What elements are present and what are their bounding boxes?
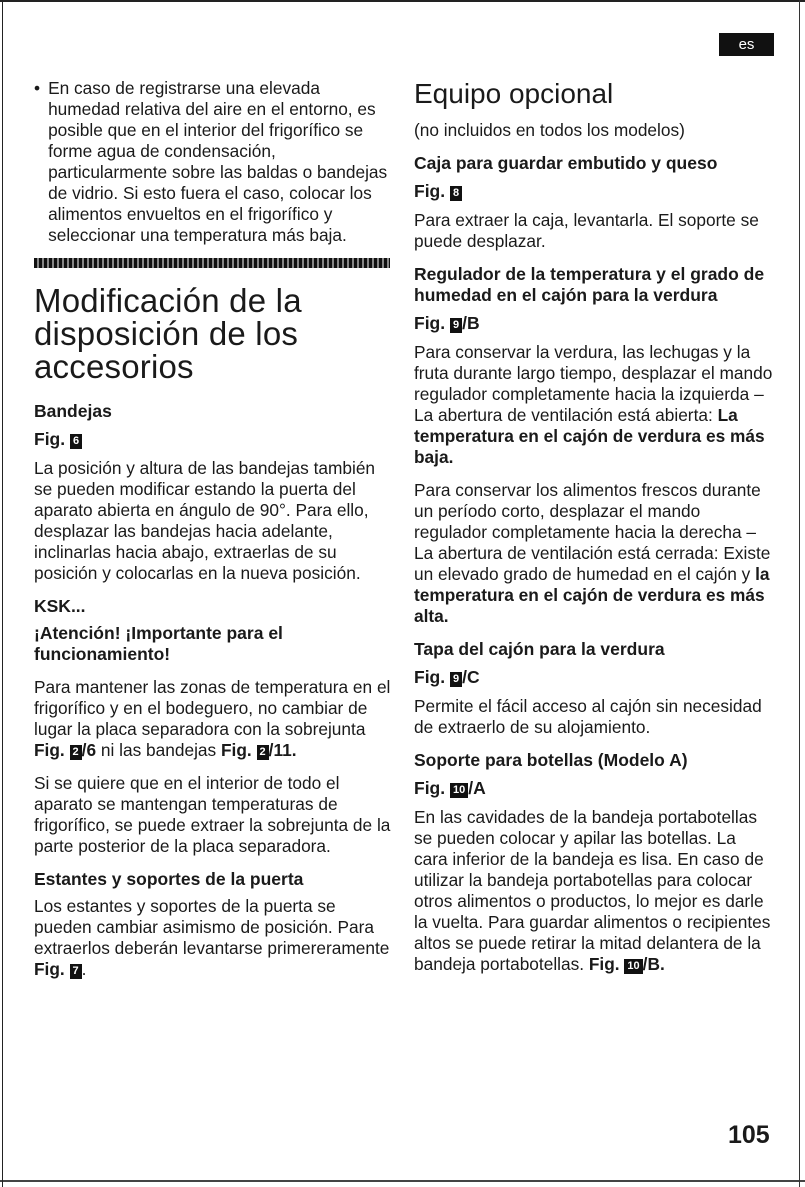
fig-label: Fig.	[414, 778, 446, 798]
right-border	[799, 0, 800, 1187]
caja-title: Caja para guardar embutido y queso	[414, 153, 718, 173]
fig-label: Fig.	[414, 181, 446, 201]
section-heading-optional-equipment: Equipo opcional	[414, 78, 614, 109]
fig-suffix: /6	[81, 740, 97, 760]
top-border	[0, 0, 805, 2]
figure-number-box: 6	[70, 434, 82, 449]
soporte-text-body: En las cavidades de la bandeja portabotellas se pueden colocar y apilar las botellas. La cara inferior de la bandeja es lisa. En caso de utilizar la bandeja portabotellas para colocar otros alimentos o productos, lo mejor es darle la vuelta. Para guardar alimentos o recipientes altos se puede retirar la mitad delantera de la bandeja portabotellas.	[414, 807, 771, 974]
fig-suffix: /11.	[268, 740, 297, 760]
figure-number-box: 10	[450, 783, 468, 798]
estantes-text-body: Los estantes y soportes de la puerta se pueden cambiar asimismo de posición. Para extraerlos deberán levantarse primereramente	[34, 896, 390, 958]
figure-number-box: 2	[70, 745, 82, 760]
ksk-title: KSK...	[34, 596, 86, 616]
regulador-title: Regulador de la temperatura y el grado de humedad en el cajón para la verdura	[414, 264, 765, 305]
tapa-text: Permite el fácil acceso al cajón sin necesidad de extraerlo de su alojamiento.	[414, 696, 762, 737]
regulador-text-b	[414, 480, 774, 627]
tapa-figure-ref	[414, 666, 774, 688]
left-column	[34, 78, 394, 992]
regulador-text-b-bold: la temperatura en el cajón de verdura es más alta.	[414, 564, 770, 626]
mantener-text	[34, 677, 394, 761]
soporte-figure-ref	[414, 777, 774, 799]
fig-label: Fig.	[220, 740, 252, 760]
tapa-title: Tapa del cajón para la verdura	[414, 639, 665, 659]
figure-number-box: 7	[70, 964, 82, 979]
bandejas-text: La posición y altura de las bandejas también se pueden modificar estando la puerta del aparato abierta en ángulo de 90°. Para ello, desplazar las bandejas hacia adelante, inclinarlas hacia abajo, extraerlas de su posición y colocarlas en la nueva posición.	[34, 458, 376, 583]
mantener-text-a: Para mantener las zonas de temperatura en el frigorífico y en el bodeguero, no cambiar de lugar la placa separadora con la sobrejunta	[34, 677, 391, 739]
bullet-dot: •	[34, 78, 41, 98]
estantes-title: Estantes y soportes de la puerta	[34, 869, 304, 889]
figure-number-box: 9	[450, 672, 462, 687]
humidity-note-text: En caso de registrarse una elevada humedad relativa del aire en el entorno, es posible que en el interior del frigorífico se forme agua de condensación, particularmente sobre las baldas o bandejas de vidrio. Si esto fuera el caso, colocar los alimentos envueltos en el frigorífico y seleccionar una temperatura más baja.	[48, 78, 388, 245]
fig-suffix: /B.	[642, 954, 665, 974]
regulador-text-a	[414, 342, 774, 468]
fig-suffix: /A	[468, 778, 486, 798]
fig-suffix: /C	[462, 667, 480, 687]
section-heading-accessories: Modificación de la disposición de los accesorios	[34, 282, 302, 385]
atencion-title: ¡Atención! ¡Importante para el funcionamiento!	[34, 623, 283, 664]
mantener-text-b: ni las bandejas	[96, 740, 221, 760]
sobrejunta-text: Si se quiere que en el interior de todo el aparato se mantengan temperaturas de frigorífico, se puede extraer la sobrejunta de la parte posterior de la placa separadora.	[34, 773, 391, 856]
language-badge: es	[719, 33, 774, 56]
regulador-text-b-body: Para conservar los alimentos frescos durante un período corto, desplazar el mando regulador completamente hacia la derecha – La abertura de ventilación está cerrada: Existe un elevado grado de humedad en el cajón y	[414, 480, 771, 584]
humidity-note	[34, 78, 394, 246]
fig-label: Fig.	[34, 959, 65, 979]
page-number: 105	[728, 1121, 770, 1149]
bandejas-figure-ref	[34, 428, 394, 450]
figure-number-box: 10	[624, 959, 642, 974]
caja-text: Para extraer la caja, levantarla. El soporte se puede desplazar.	[414, 210, 759, 251]
fig-label: Fig.	[414, 667, 446, 687]
fig-label: Fig.	[414, 313, 446, 333]
soporte-title: Soporte para botellas (Modelo A)	[414, 750, 688, 770]
estantes-text	[34, 896, 394, 980]
bandejas-title: Bandejas	[34, 401, 112, 421]
estantes-end: .	[81, 959, 87, 979]
left-border	[2, 0, 3, 1187]
figure-number-box: 2	[257, 745, 269, 760]
bottom-border	[0, 1180, 805, 1182]
figure-number-box: 9	[450, 318, 462, 333]
regulador-text-a-body: Para conservar la verdura, las lechugas y la fruta durante largo tiempo, desplazar el mando regulador completamente hacia la izquierda – La abertura de ventilación está abierta:	[414, 342, 773, 425]
fig-label: Fig.	[34, 429, 66, 449]
fig-label: Fig.	[34, 740, 65, 760]
caja-figure-ref	[414, 180, 774, 202]
right-column	[414, 78, 774, 987]
regulador-text-a-bold: La temperatura en el cajón de verdura es más baja.	[414, 405, 765, 467]
fig-label: Fig.	[588, 954, 620, 974]
figure-number-box: 8	[450, 186, 462, 201]
optional-subtitle: (no incluidos en todos los modelos)	[414, 120, 685, 140]
section-divider-stripe	[34, 258, 390, 268]
soporte-text	[414, 807, 774, 975]
regulador-figure-ref	[414, 312, 774, 334]
fig-suffix: /B	[462, 313, 480, 333]
